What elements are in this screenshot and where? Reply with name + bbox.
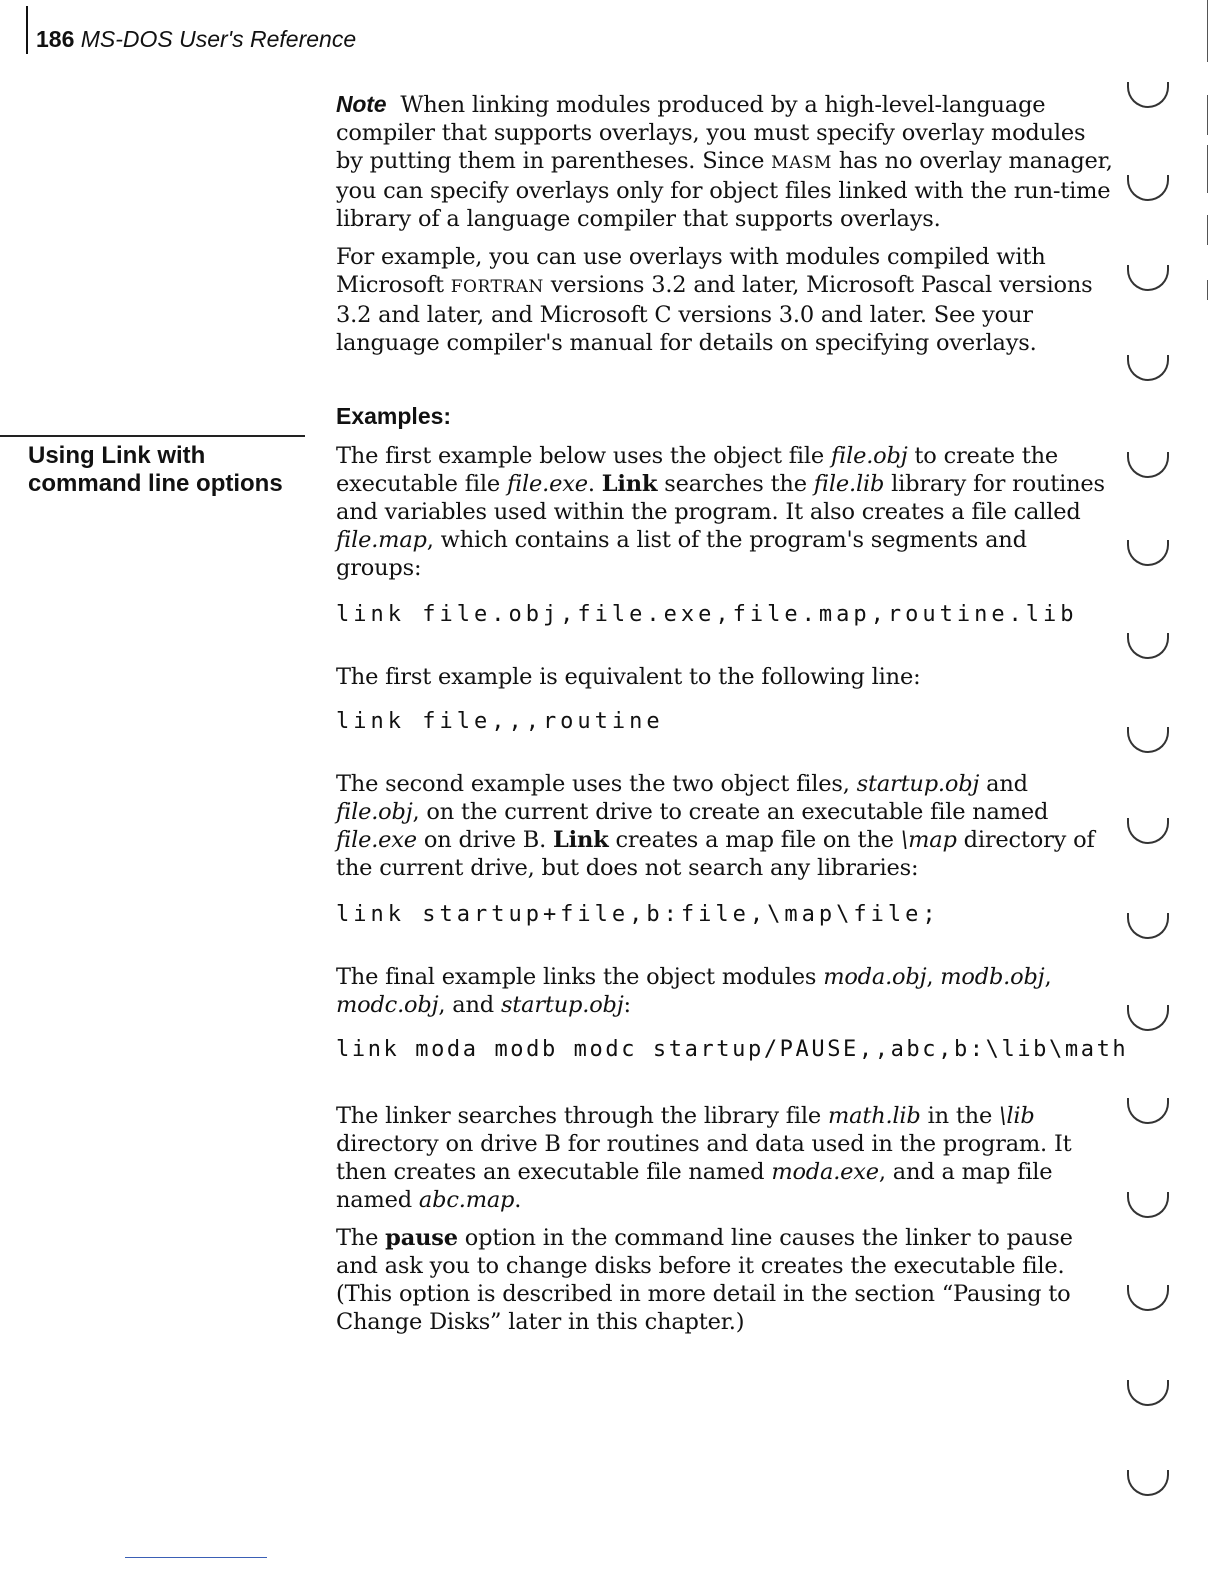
binder-hole	[1127, 727, 1169, 753]
page-edge-line	[1207, 95, 1208, 135]
sidebar-heading-line: Using Link with	[28, 442, 206, 469]
note-paragraph	[336, 90, 1116, 233]
page-edge-line	[1207, 145, 1208, 193]
filename: modc.obj	[336, 992, 439, 1018]
note-label: Note	[336, 91, 387, 117]
main-content	[336, 90, 1129, 1346]
command-name: Link	[553, 827, 609, 853]
text: , and	[438, 992, 501, 1018]
filename: file.lib	[813, 471, 885, 497]
example5-paragraph	[336, 1224, 1116, 1336]
filename: modb.obj	[940, 964, 1045, 990]
page-edge-line	[1207, 0, 1208, 62]
text: option in the command line causes the linker to pause and ask you to change disks before it creates the executable file. (This option is described in more detail in the section “Pausing to Change Disks” later in this chapter.)	[336, 1225, 1073, 1335]
text: has no overlay manager, you can specify overlays only for object files linked with the run-time library of a language compiler that supports overlays.	[336, 148, 1113, 232]
binder-hole	[1127, 1005, 1169, 1031]
filename: file.exe	[506, 471, 588, 497]
filename: abc.map	[418, 1187, 515, 1213]
text: The final example links the object modules	[336, 964, 824, 990]
sidebar-heading	[28, 442, 318, 498]
text: to create the executable file	[336, 443, 1059, 497]
text: , which contains a list of the program's segments and groups:	[336, 527, 1027, 581]
masm-term: MASM	[771, 153, 832, 173]
page-number: 186	[36, 26, 75, 52]
overlay-paragraph	[336, 243, 1116, 357]
binder-hole	[1127, 355, 1169, 381]
directory-name: \lib	[999, 1103, 1035, 1129]
filename: moda.exe	[771, 1159, 879, 1185]
text: searches the	[657, 471, 814, 497]
page-edge-line	[1207, 280, 1208, 300]
sidebar-rule	[0, 435, 305, 437]
text: For example, you can use overlays with modules compiled with Microsoft	[336, 244, 1046, 298]
equivalent-paragraph: The first example is equivalent to the following line:	[336, 664, 921, 690]
filename: file.exe	[336, 827, 417, 853]
fortran-term: FORTRAN	[450, 277, 544, 297]
directory-name: \map	[900, 827, 957, 853]
running-header	[36, 26, 356, 53]
text: .	[514, 1187, 522, 1213]
binder-hole	[1127, 1285, 1169, 1311]
binder-hole	[1127, 1380, 1169, 1406]
example4-paragraph	[336, 1102, 1116, 1214]
code-example-3: link startup+file,b:file,\map\file;	[336, 902, 940, 927]
filename: math.lib	[828, 1103, 921, 1129]
examples-heading: Examples:	[336, 403, 452, 429]
example1-paragraph	[336, 442, 1116, 582]
binder-hole	[1127, 452, 1169, 478]
binder-hole	[1127, 1098, 1169, 1124]
text: The first example below uses the object file	[336, 443, 831, 469]
text: directory on drive B for routines and data used in the program. It then creates an executable file named	[336, 1131, 1072, 1185]
binder-hole	[1127, 175, 1169, 201]
page-edge-line	[1207, 215, 1208, 245]
text: :	[623, 992, 631, 1018]
binder-hole	[1127, 1192, 1169, 1218]
text: , on the current drive to create an executable file named	[412, 799, 1049, 825]
binder-hole	[1127, 1470, 1169, 1496]
option-name: pause	[385, 1225, 458, 1251]
text: creates a map file on the	[608, 827, 901, 853]
text: and	[979, 771, 1028, 797]
filename: moda.obj	[823, 964, 927, 990]
code-example-4: link moda modb modc startup/PAUSE,,abc,b:\lib\math	[336, 1037, 1129, 1062]
filename: startup.obj	[500, 992, 624, 1018]
binder-hole	[1127, 818, 1169, 844]
filename: file.obj	[830, 443, 908, 469]
book-title: MS-DOS User's Reference	[80, 26, 357, 52]
text: ,	[1044, 964, 1052, 990]
text: The linker searches through the library file	[336, 1103, 828, 1129]
text: library for routines and variables used within the program. It also creates a file called	[336, 471, 1105, 525]
binder-hole	[1127, 82, 1169, 108]
code-example-2: link file,,,routine	[336, 709, 664, 734]
footer-rule	[125, 1557, 267, 1558]
filename: startup.obj	[856, 771, 980, 797]
header-rule	[26, 6, 28, 54]
code-example-1: link file.obj,file.exe,file.map,routine.lib	[336, 602, 1078, 627]
binder-hole	[1127, 633, 1169, 659]
text: on drive B.	[416, 827, 554, 853]
text: , and a map file named	[336, 1159, 1053, 1213]
sidebar-heading-line: command line options	[28, 470, 283, 497]
filename: file.map	[336, 527, 427, 553]
text: When linking modules produced by a high-level-language compiler that supports overlays, you must specify overlay modules by putting them in parentheses. Since	[336, 92, 1086, 174]
text: versions 3.2 and later, Microsoft Pascal versions 3.2 and later, and Microsoft C versions 3.0 and later. See your language compiler's manual for details on specifying overlays.	[336, 272, 1093, 356]
text: in the	[920, 1103, 1000, 1129]
binder-hole	[1127, 540, 1169, 566]
text: .	[587, 471, 602, 497]
command-name: Link	[601, 471, 658, 497]
text: The	[336, 1225, 386, 1251]
example3-paragraph	[336, 963, 1116, 1019]
text: The second example uses the two object files,	[336, 771, 857, 797]
filename: file.obj	[336, 799, 413, 825]
text: directory of the current drive, but does not search any libraries:	[336, 827, 1095, 881]
text: ,	[926, 964, 941, 990]
example2-paragraph	[336, 770, 1116, 882]
binder-hole	[1127, 913, 1169, 939]
binder-hole	[1127, 265, 1169, 291]
